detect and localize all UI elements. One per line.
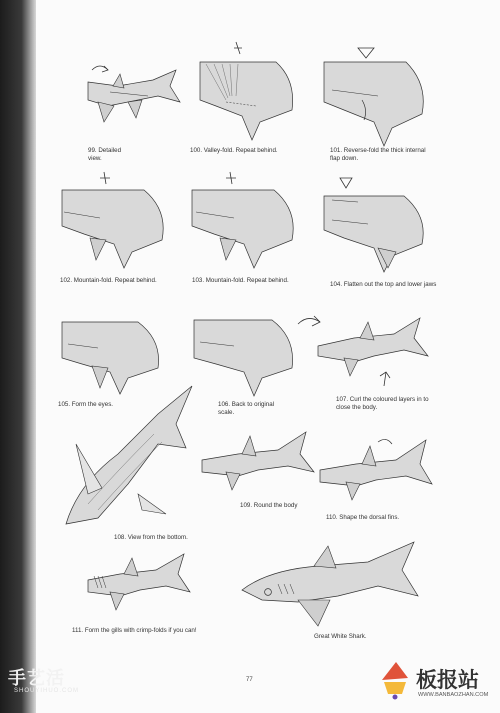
caption-step-100: 100. Valley-fold. Repeat behind. (190, 147, 278, 154)
caption-step-107: 107. Curl the coloured layers in to close the body. (336, 396, 429, 411)
step-103-diagram (190, 168, 310, 273)
step-109-diagram (198, 428, 318, 498)
caption-step-99: 99. Detailed view. (88, 147, 122, 162)
step-106-diagram (190, 312, 330, 402)
watermark-right: 板报站 (416, 668, 479, 692)
caption-step-102: 102. Mountain-fold. Repeat behind. (60, 277, 157, 284)
step-99-diagram (58, 62, 188, 142)
step-101-diagram (318, 44, 433, 154)
caption-step-109: 109. Round the body (240, 502, 298, 509)
final-shark-diagram (238, 540, 422, 630)
step-110-diagram (316, 436, 436, 508)
caption-step-103: 103. Mountain-fold. Repeat behind. (192, 277, 289, 284)
banbaozhan-logo-icon (378, 660, 412, 700)
watermark-left-sub: SHOUYIHUO.COM (14, 688, 80, 694)
caption-step-110: 110. Shape the dorsal fins. (326, 514, 400, 521)
step-107-diagram (314, 314, 434, 394)
step-104-diagram (318, 176, 436, 276)
page-number: 77 (246, 677, 253, 683)
watermark-left: 手艺活 (8, 668, 65, 688)
step-108-diagram (58, 384, 198, 534)
step-102-diagram (60, 168, 180, 273)
caption-step-106: 106. Back to original scale. (218, 401, 275, 416)
caption-step-101: 101. Reverse-fold the thick internal flap down. (330, 147, 426, 162)
caption-step-105: 105. Form the eyes. (58, 401, 114, 408)
caption-step-104: 104. Flatten out the top and lower jaws (330, 281, 437, 288)
caption-step-111: 111. Form the gills with crimp-folds if you can! (72, 627, 197, 634)
step-100-diagram (196, 40, 306, 150)
book-spine (0, 0, 36, 713)
caption-step-108: 108. View from the bottom. (114, 534, 188, 541)
watermark-right-sub: WWW.BANBAOZHAN.COM (418, 692, 489, 698)
step-111-diagram (84, 552, 194, 618)
caption-final: Great White Shark. (314, 633, 367, 640)
